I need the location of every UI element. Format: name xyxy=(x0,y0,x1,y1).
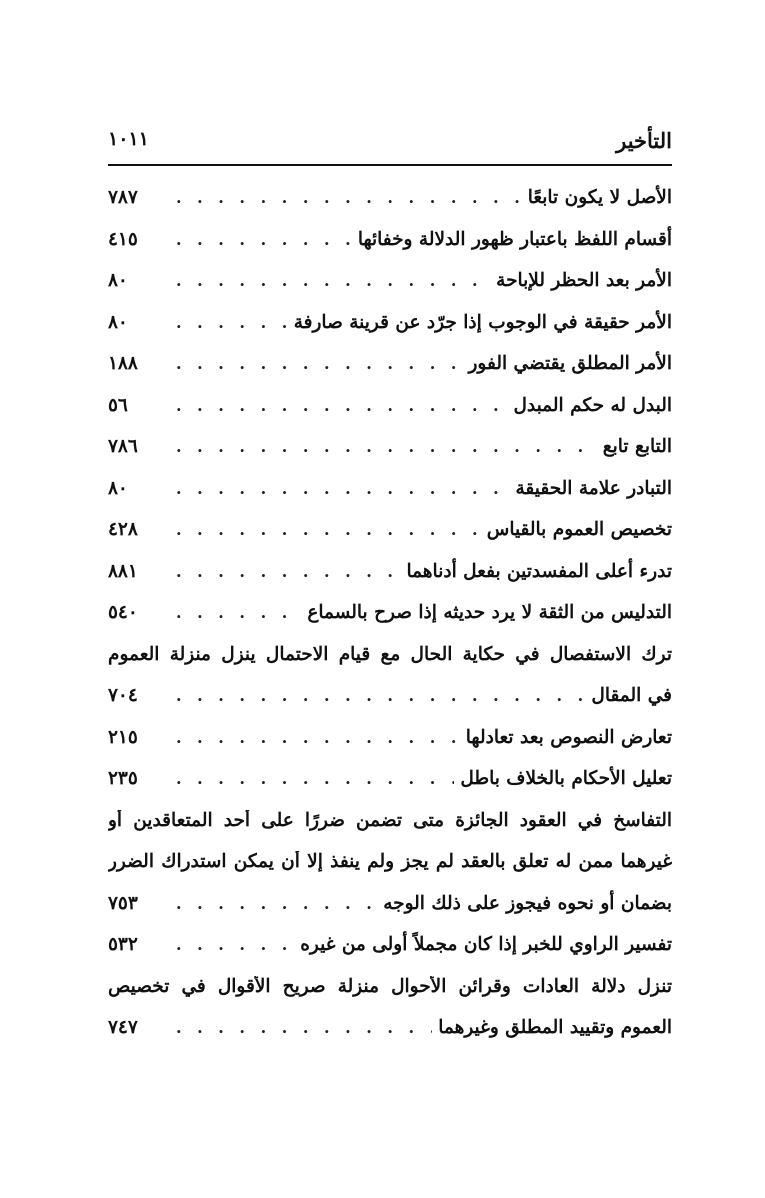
index-entry xyxy=(108,509,672,551)
dot-leader xyxy=(168,1018,432,1037)
index-term-text: غيرهما ممن له تعلق بالعقد لم يجز ولم ينفذ إلا أن يمكن استدراك الضرر xyxy=(108,851,672,873)
index-entry xyxy=(108,675,672,717)
dot-leader xyxy=(168,935,294,954)
index-term: الأمر بعد الحظر للإباحة xyxy=(496,270,672,292)
index-page-number: ٥٣٢ xyxy=(108,934,138,956)
index-entry xyxy=(108,260,672,302)
index-entry-line xyxy=(108,841,672,883)
dot-leader xyxy=(168,271,490,290)
index-entry xyxy=(108,551,672,593)
index-page-number: ٧٨٧ xyxy=(108,187,138,209)
index-term: تعارض النصوص بعد تعادلها xyxy=(465,726,672,748)
dot-leader xyxy=(168,728,460,747)
index-term: في المقال xyxy=(591,685,672,707)
index-entry xyxy=(108,717,672,759)
index-entry xyxy=(108,177,672,219)
index-entry xyxy=(108,426,672,468)
index-page-number: ٧٨٦ xyxy=(108,436,138,458)
dot-leader xyxy=(168,188,522,207)
index-entry xyxy=(108,883,672,925)
index-entry xyxy=(108,758,672,800)
index-term: البدل له حكم المبدل xyxy=(513,394,672,416)
index-term: الأصل لا يكون تابعًا xyxy=(527,187,672,209)
index-page-number: ٨٠ xyxy=(108,270,128,292)
index-term: الأمر المطلق يقتضي الفور xyxy=(468,353,672,375)
index-term: أقسام اللفظ باعتبار ظهور الدلالة وخفائها xyxy=(357,228,672,250)
index-page-number: ٧٥٣ xyxy=(108,892,138,914)
index-entry xyxy=(108,924,672,966)
index-entry xyxy=(108,219,672,261)
index-entry xyxy=(108,343,672,385)
index-term-text: التفاسخ في العقود الجائزة متى تضمن ضررًا على أحد المتعاقدين أو xyxy=(108,809,672,831)
dot-leader xyxy=(168,313,288,332)
index-page-number: ٧٠٤ xyxy=(108,685,138,707)
dot-leader xyxy=(168,437,597,456)
dot-leader xyxy=(168,562,400,581)
index-term-text: تنزل دلالة العادات وقرائن الأحوال منزلة صريح الأقوال في تخصيص xyxy=(108,975,672,997)
index-entry xyxy=(108,592,672,634)
page-header xyxy=(108,122,672,162)
index-entry-line xyxy=(108,634,672,676)
index-term: العموم وتقييد المطلق وغيرهما xyxy=(438,1017,672,1039)
index-term: التدليس من الثقة لا يرد حديثه إذا صرح بالسماع xyxy=(307,602,672,624)
dot-leader xyxy=(168,354,462,373)
dot-leader xyxy=(168,686,585,705)
index-page-number: ٨٨١ xyxy=(108,560,138,582)
index-term-text: ترك الاستفصال في حكاية الحال مع قيام الاحتمال ينزل منزلة العموم xyxy=(108,643,672,665)
index-page-number: ٥٦ xyxy=(108,394,128,416)
dot-leader xyxy=(168,479,510,498)
index-term: التابع تابع xyxy=(602,436,672,458)
index-term: تدرء أعلى المفسدتين بفعل أدناهما xyxy=(406,560,672,582)
index-term: تعليل الأحكام بالخلاف باطل xyxy=(460,768,672,790)
index-page-number: ٧٤٧ xyxy=(108,1017,138,1039)
index-entry-line xyxy=(108,800,672,842)
index-page-number: ٤١٥ xyxy=(108,228,138,250)
index-term: تخصيص العموم بالقياس xyxy=(486,519,672,541)
dot-leader xyxy=(168,603,301,622)
index-term: الأمر حقيقة في الوجوب إذا جرّد عن قرينة صارفة xyxy=(293,311,672,333)
index-term: بضمان أو نحوه فيجوز على ذلك الوجه xyxy=(383,892,672,914)
header-divider xyxy=(108,164,672,166)
index-entry xyxy=(108,302,672,344)
page-number: ١٠١١ xyxy=(108,128,149,150)
dot-leader xyxy=(168,230,352,249)
dot-leader xyxy=(168,520,481,539)
index-term: التبادر علامة الحقيقة xyxy=(515,477,672,499)
index-page-number: ٢٣٥ xyxy=(108,768,138,790)
index-entry xyxy=(108,385,672,427)
index-page-number: ٥٤٠ xyxy=(108,602,138,624)
dot-leader xyxy=(168,396,507,415)
index-term: تفسير الراوي للخبر إذا كان مجملاً أولى من غيره xyxy=(300,934,672,956)
index-entry xyxy=(108,468,672,510)
dot-leader xyxy=(168,769,454,788)
index-list xyxy=(108,177,672,1049)
dot-leader xyxy=(168,894,377,913)
index-page-number: ٤٢٨ xyxy=(108,519,138,541)
index-entry xyxy=(108,1007,672,1049)
index-page-number: ٢١٥ xyxy=(108,726,138,748)
index-entry-line xyxy=(108,966,672,1008)
index-page-number: ٨٠ xyxy=(108,477,128,499)
running-title: التأخير xyxy=(616,128,672,153)
index-page-number: ٨٠ xyxy=(108,311,128,333)
index-page-number: ١٨٨ xyxy=(108,353,138,375)
